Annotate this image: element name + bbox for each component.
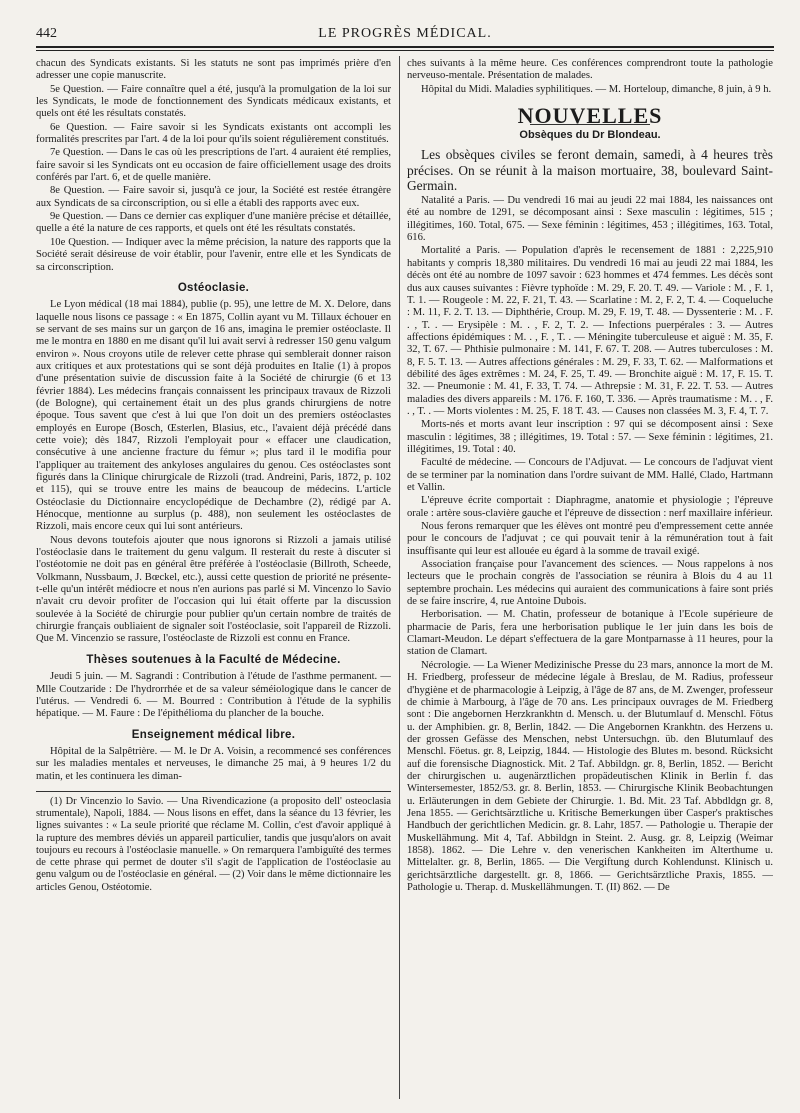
paragraph: chacun des Syndicats existants. Si les statuts ne sont pas imprimés prière d'en adresser une copie manuscrite. bbox=[36, 58, 391, 82]
column-divider bbox=[399, 56, 400, 1099]
page-header bbox=[36, 26, 774, 46]
header-rule-thin bbox=[36, 50, 774, 51]
hopital-midi: Hôpital du Midi. Maladies syphilitiques. — M. Horteloup, dimanche, 8 juin, à 9 h. bbox=[421, 83, 772, 95]
section-heading-osteoclasie: Ostéoclasie. bbox=[177, 281, 250, 294]
question-6: 6e Question. — Faire savoir si les Syndicats existants ont accompli les formalités prescrites par l'art. 4 de la loi pour qu'ils soient régulièrement constitués. bbox=[36, 121, 391, 146]
enseignement-paragraph: Hôpital de la Salpêtrière. — M. le Dr A. Voisin, a recommencé ses conférences sur les maladies mentales et nerveuses, le dimanche 25 mai, à 9 heures 1/2 du matin, et les continuera les diman- bbox=[36, 745, 391, 782]
question-9: 9e Question. — Dans ce dernier cas expliquer d'une manière précise et détaillée, quelle a été la nature de ces rapports, et quels ont été les résultats constatés. bbox=[36, 211, 391, 235]
herborisation-paragraph: Herborisation. — M. Chatin, professeur de botanique à l'Ecole supérieure de pharmacie de Paris, fera une herborisation publique le 1er juin dans les bois de Clamart-Meudon. Le départ s'effectuera de la gare Montparnasse à 11 heures, pour la station de Clamart. bbox=[407, 609, 773, 658]
question-8: 8e Question. — Faire savoir si, jusqu'à ce jour, la Société est restée étrangère aux Syndicats de sa circonscription, ou si elle a établi des rapports avec eux. bbox=[36, 185, 391, 209]
right-column bbox=[407, 58, 773, 1099]
faculte-paragraph: Faculté de médecine. — Concours de l'Adjuvat. — Le concours de l'adjuvat vient de se terminer par la nomination dans l'ordre suivant de MM. Hallé, Clado, Hartmann et Vallin. bbox=[407, 457, 773, 494]
section-heading-enseignement: Enseignement médical libre. bbox=[131, 728, 296, 741]
theses-paragraph: Jeudi 5 juin. — M. Sagrandi : Contribution à l'étude de l'asthme permanent. — Mlle Coutzaride : De l'hydrorrhée et de sa valeur séméiologique dans le cancer de l'utérus. — Vendredi 6. — M. Bourred : Contribution à l'étude de la syphilis hépatique. — M. Faure : De l'épithélioma du plancher de la bouche. bbox=[36, 671, 391, 720]
section-title-nouvelles: NOUVELLES bbox=[517, 103, 663, 129]
footnote-rule bbox=[36, 791, 391, 792]
running-title: LE PROGRÈS MÉDICAL. bbox=[318, 26, 492, 41]
mortnes-paragraph: Morts-nés et morts avant leur inscription : 97 qui se décomposent ainsi : Sexe masculin : légitimes, 38 ; illégitimes, 19. Total : 57. — Sexe féminin : légitimes, 21. illégitimes, 19. Total : 40. bbox=[407, 419, 773, 455]
faculte-paragraph-2: L'épreuve écrite comportait : Diaphragme, anatomie et physiologie ; l'épreuve orale : artère sous-clavière gauche et l'épreuve de dissection : nerf maxillaire inférieur. bbox=[407, 495, 773, 519]
footnote: (1) Dr Vincenzio lo Savio. — Una Rivendicazione (a proposito dell' osteoclasia strumentale), Napoli, 1884. — Nous lisons en effet, dans la séance du 13 février, les lignes suivantes : « La seule priorité que réclame M. Collin, c'est d'avoir appliqué à la rupture des membres déviés un appareil particulier, tandis que jusqu'alors on avait toujours eu recours à l'ostéoclasie manuelle. » On remarquera l'ambiguïté des termes de cette phrase qui permet de douter s'il s'agit de l'application de l'ostéoclasie au genu valgum ou de l'ostéoclasie en général. — (2) Voir dans le même dictionnaire les articles Genou, Ostéotomie. bbox=[36, 795, 391, 893]
necrologie-paragraph: Nécrologie. — La Wiener Medizinische Presse du 23 mars, annonce la mort de M. H. Friedberg, professeur de médecine légale à Breslau, de M. Radius, professeur d'hygiène et de pharmacologie à Leipzig, à l'âge de 87 ans, de M. Zwenger, professeur de chimie à Marbourg, à l'âge de 70 ans. Les principaux ouvrages de M. Friedberg sont : Die angebornen Herzkrankhtn d. Mensch. u. der Blutumlauf d. Menschl. Fötus u. der Amphibien. gr. 8, Berlin, 1842. — Die Angebornen Krankhtn. des Herzens u. der grossen Gefässe des Menschen, nebst Untersuchgn. üb. den Blutumlauf des Menschl. Föetus. gr. 8, Leipzig, 1844. — Histologie des Blutes m. besond. Rücksicht auf die forensische Diagnostick. Mit. 2 Taf. Abbildgn. gr. 8, Berlin, 1852. — Bericht der chirurgischen u. augenärztlichen propädeutischen Klinik in Berlin f. das Wintersemester, 1852/53. gr. 8. Berlin, 1853. — Chirurgische Klinik Beobachtungen u. Erläuterungen in dem Gebiete der Chirurgie. 1. Bd. Mit. 23 Taf. Abbdldgn gr. 8, Jena 1855. — Gerichtsärztliche u. Kritische Bemerkungen über Casper's praktisches Handbuch der gerichtlichen Medicin. gr. 8. Lahr, 1857. — Pathologie u. Therapie der Muskellähmung. Mit 4, Taf. Abbildgn in Steint. 2. Ausg. gr. 8, Leipzig (Weimar 1858). 1862. — Die Lehre v. den venerischen Kankheiten im Alterthume u. Mittelalter. gr. 8, Berlin, 1865. — Die Vergiftung durch Kohlendunst. Klinisch u. gerichtsärztliche dargestellt. gr. 8, 1866. — Gerichtsärztliche Praxis, 1855. — Pathologie u. Therap. d. Muskellähmungen. T. (II) 862. — De bbox=[407, 659, 773, 894]
paragraph-continued: ches suivants à la même heure. Ces conférences comprendront toute la pathologie nerveuso-mentale. Présentation de malades. bbox=[407, 58, 773, 82]
association-paragraph: Association française pour l'avancement des sciences. — Nous rappelons à nos lecteurs que le prochain congrès de l'association se réunira à Blois du 4 au 11 septembre prochain. Les médecins qui auraient des communications à faire sont priés de se faire inscrire, 4, rue Antoine Dubois. bbox=[407, 559, 773, 608]
section-heading-theses: Thèses soutenues à la Faculté de Médecine. bbox=[86, 653, 341, 666]
faculte-paragraph-3: Nous ferons remarquer que les élèves ont montré peu d'empressement cette année pour le concours de l'adjuvat ; ce qui pouvait tenir à la rémunération tout à fait insuffisante qui leur est allouée eu égard à la somme de travail exigé. bbox=[407, 521, 773, 557]
left-column bbox=[36, 58, 391, 1099]
question-7: 7e Question. — Dans le cas où les prescriptions de l'art. 4 auraient été remplies, faire savoir si les Syndicats ont eu occasion de faire officiellement usage des droits conférés par l'art. 6, et de quelle manière. bbox=[36, 147, 391, 184]
question-5: 5e Question. — Faire connaître quel a été, jusqu'à la promulgation de la loi sur les Syndicats, le mode de fonctionnement des Syndicats médicaux existants, et quels ont été les résultats constatés. bbox=[36, 83, 391, 120]
osteoclasie-paragraph-2: Nous devons toutefois ajouter que nous ignorons si Rizzoli a jamais utilisé l'ostéoclasie dans le traitement du genu valgum. Il resterait du reste à discuter si l'ostéotomie ne doit pas en général être préférée à l'ostéoclasie (Billroth, Scheede, Volkmann, Nussbaum, J. Bœckel, etc.), aussi cette question de priorité ne présente-t-elle qu'un intérêt médiocre et nous n'en aurions pas parlé si M. Vincenzo lo Savio n'avait cru devoir profiter de l'occasion qui lui était offerte par la discussion soulevée à la Société de chirurgie pour publier qu'un certain nombre de traités de chirurgie français oubliaient de signaler soit l'ostéoclasie, soit l'appareil de Rizzoli. Que M. Vincenzio se rassure, l'ostéoclaste de Rizzoli est connu en France. bbox=[36, 534, 391, 645]
header-rule bbox=[36, 46, 774, 48]
natalite-paragraph: Natalité a Paris. — Du vendredi 16 mai au jeudi 22 mai 1884, les naissances ont été au nombre de 1291, se décomposant ainsi : Sexe masculin : légitimes, 515 ; illégitimes, 160. Total, 675. — Sexe féminin : légitimes, 453 ; illégitimes, 163. Total, 616. bbox=[407, 195, 773, 244]
question-10: 10e Question. — Indiquer avec la même précision, la nature des rapports que la Société serait désireuse de voir établir, pour l'avenir, entre elle et les Syndicats de sa circonscription. bbox=[36, 236, 391, 273]
mortalite-paragraph: Mortalité a Paris. — Population d'après le recensement de 1881 : 2,225,910 habitants y compris 18,380 militaires. Du vendredi 16 mai au jeudi 22 mai 1884, les décès ont été au nombre de 1097 savoir : 623 hommes et 474 femmes. Les décès sont dus aux causes suivantes : Fièvre typhoïde : M. 29, F. 20. T. 49. — Variole : M. , F. 1, T. 1. — Rougeole : M. 22, F. 21, T. 43. — Scarlatine : M. 2, F. 2, T. 4. — Coqueluche : M. 11, F. 2. T. 13. — Diphthérie, Croup. M. 29, F. 19, T. 48. — Dyssenterie : M. . F. . , T. . — Erysipèle : M. . , F. 2, T. 2. — Infections puerpérales : 3. — Autres affections épidémiques : M. . , F. , T. . — Méningite tuberculeuse et aiguë : M. 35, F. 32, T. 67. — Phthisie pulmonaire : M. 141, F. 67. T. 208. — Autres tuberculoses : M. 8, F. 5. T. 13. — Autres affections générales : M. 29, F. 33, T. 62. — Malformations et débilité des âges extrêmes : M. 24, F. 25, T. 49. — Bronchite aiguë : M. 17, F. 15. T. 32. — Pneumonie : M. 41, F. 33, T. 74. — Athrepsie : M. 31, F. 22. T. 53. — Autres maladies des divers appareils : M. 176. F. 160, T. 336. — Après traumatisme : M. . , F. . , T. . — Morts violentes : M. 25, F. 18 T. 43. — Causes non classées M. 3, F. 4, T. 7. bbox=[407, 245, 773, 417]
obseques-title: Obsèques du Dr Blondeau. bbox=[519, 129, 661, 142]
page-number: 442 bbox=[36, 26, 57, 41]
osteoclasie-paragraph-1: Le Lyon médical (18 mai 1884), publie (p. 95), une lettre de M. X. Delore, dans laquelle nous lisons ce passage : « En 1875, Collin ayant vu M. Tillaux échouer en se servant de ses mains sur un garçon de 16 ans, imagina le premier ostéoclaste. Il me le montra en 1880 en me disant qu'il lui avait servi à redresser 150 genu valgum environ ». Nous croyons utile de relever cette phrase qui semblerait donner raison aux critiques et aux protestations qui se sont déjà produites en Italie (1) à propos d'une présentation suivie de discussion faite à la Société de chirurgie (6 et 13 février 1884). Les médecins français connaissent les principaux travaux de Rizzoli (de Bologne), qui certainement était un des plus grands chirurgiens de notre époque. Tous savent que c'est à lui que l'on doit un des premiers ostéoclastes employés en Europe (Bosch, Œsterlen, Blasius, etc., l'avaient déjà précédé dans cette voie); dès 1847, Rizzoli l'employait pour « effacer une claudication, consécutive à une ancienne fracture du fémur »; plus tard il le modifia pour l'appliquer au traitement des ankyloses angulaires du genou. Ces ostéoclastes sont figurés dans la Clinique chirurgicale de Rizzoli (trad. Andreini, Paris, 1872, p. 102 et 115), qui se trouve entre les mains de beaucoup de médecins. L'article Ostéoclasie du Dictionnaire encyclopédique de Dechambre (2), rédigé par A. Hénocque, mentionne au surplus (p. 488), non seulement les ostéoclastes de Rizzoli, mais encore ceux qui lui sont antérieurs. bbox=[36, 299, 391, 533]
obseques-paragraph: Les obsèques civiles se feront demain, samedi, à 4 heures très précises. On se réunit à la maison mortuaire, 38, boulevard Saint-Germain. bbox=[407, 146, 773, 194]
